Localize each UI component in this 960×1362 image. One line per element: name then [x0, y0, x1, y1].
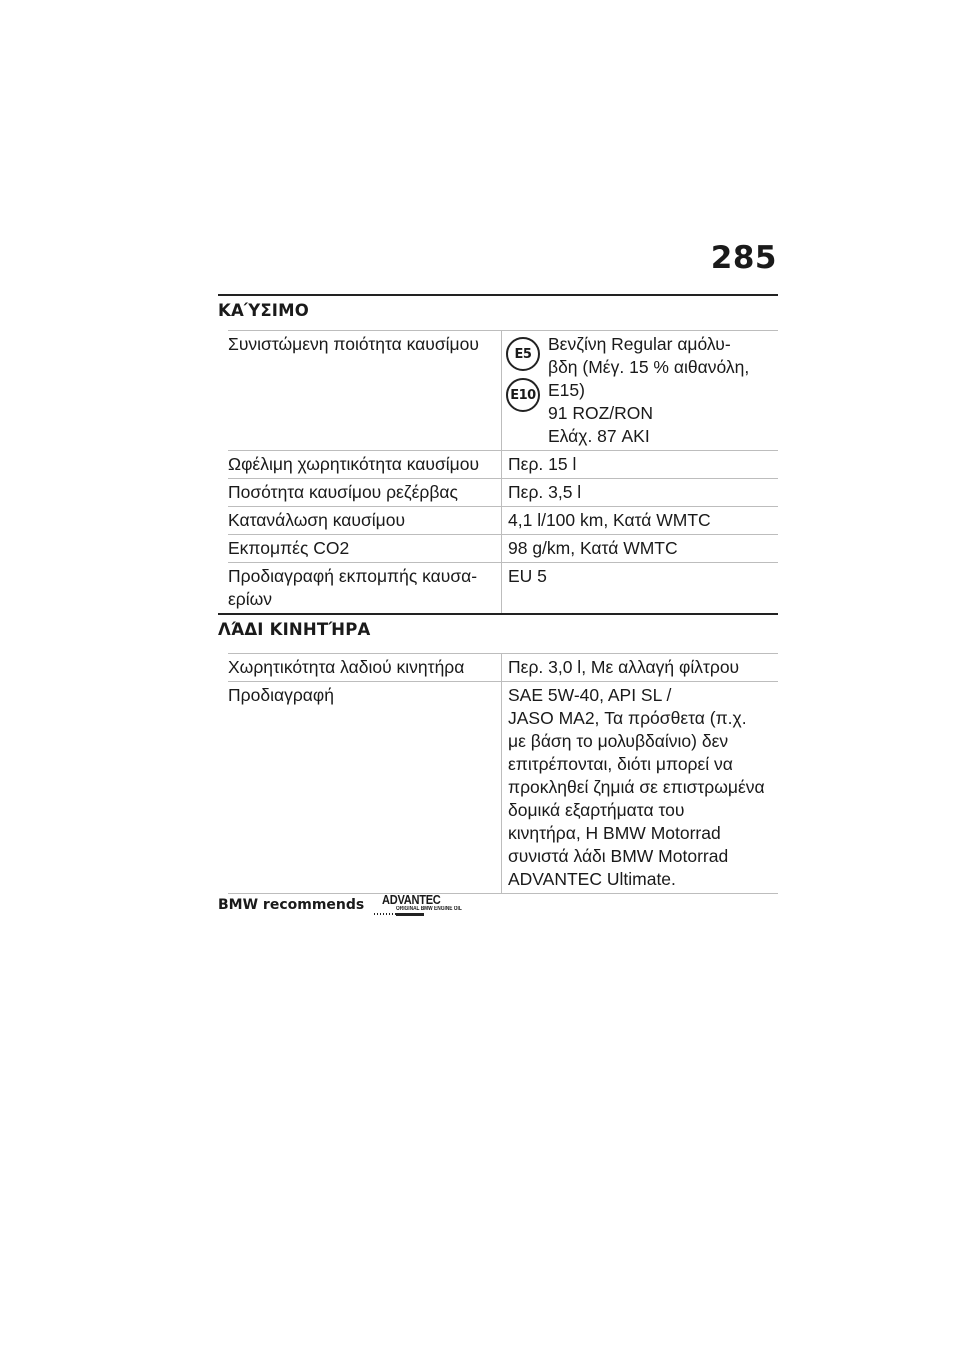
- value-line: ADVANTEC Ultimate.: [508, 869, 676, 889]
- section-rule: [218, 294, 778, 296]
- value-line: με βάση το μολυβδαίνιο) δεν: [508, 731, 729, 751]
- section-rule: [218, 613, 778, 615]
- value-line: JASO MA2, Τα πρόσθετα (π.χ.: [508, 708, 747, 728]
- fuel-spec-table: [228, 330, 778, 614]
- value-line: προκληθεί ζημιά σε επιστρωμένα: [508, 777, 765, 797]
- oil-section-title: ΛΆΔΙ ΚΙΝΗΤΉΡΑ: [218, 620, 371, 639]
- table-row: [228, 507, 778, 535]
- e5-fuel-icon: E5: [506, 337, 540, 371]
- row-label: Ποσότητα καυσίμου ρεζέρβας: [228, 479, 502, 507]
- row-value: Περ. 3,0 l, Με αλλαγή φίλτρου: [502, 654, 779, 682]
- logo-sub-text: ORIGINAL BMW ENGINE OIL: [396, 906, 463, 912]
- row-label: Ωφέλιμη χωρητικότητα καυσίμου: [228, 451, 502, 479]
- row-label: Προδιαγραφή: [228, 682, 502, 894]
- row-value: Περ. 15 l: [502, 451, 779, 479]
- table-row: [228, 535, 778, 563]
- value-line: Βενζίνη Regular αμόλυ-: [548, 334, 731, 354]
- logo-main-text: ADVANTEC: [382, 892, 441, 907]
- advantec-logo: [374, 892, 469, 922]
- value-line: SAE 5W-40, API SL /: [508, 685, 672, 705]
- value-line: Ελάχ. 87 AKI: [548, 426, 650, 446]
- row-label: Χωρητικότητα λαδιού κινητήρα: [228, 654, 502, 682]
- value-line: 91 ROZ/RON: [548, 403, 654, 423]
- label-line: ερίων: [228, 589, 273, 609]
- table-row: [228, 331, 778, 451]
- recommendation-footer: [218, 892, 469, 922]
- fuel-section-title: ΚΑΎΣΙΜΟ: [218, 301, 309, 320]
- table-row: [228, 654, 778, 682]
- row-value: [502, 331, 779, 451]
- value-line: επιτρέπονται, διότι μπορεί να: [508, 754, 733, 774]
- fuel-badges: [506, 333, 548, 448]
- fuel-section: [218, 294, 778, 614]
- row-value: 98 g/km, Κατά WMTC: [502, 535, 779, 563]
- e10-fuel-icon: E10: [506, 378, 540, 412]
- row-label: Συνιστώμενη ποιότητα καυσίμου: [228, 331, 502, 451]
- table-row: [228, 682, 778, 894]
- row-value: [502, 682, 779, 894]
- table-row: [228, 563, 778, 614]
- value-line: δομικά εξαρτήματα του: [508, 800, 685, 820]
- oil-spec-table: [228, 653, 778, 894]
- table-row: [228, 479, 778, 507]
- row-label: Εκπομπές CO2: [228, 535, 502, 563]
- oil-section: [218, 613, 778, 894]
- value-line: συνιστά λάδι BMW Motorrad: [508, 846, 729, 866]
- value-line: βδη (Μέγ. 15 % αιθανόλη,: [548, 357, 750, 377]
- label-line: Προδιαγραφή εκπομπής καυσα-: [228, 566, 478, 586]
- row-value: Περ. 3,5 l: [502, 479, 779, 507]
- fuel-quality-text: [548, 333, 749, 448]
- value-line: κινητήρα, Η BMW Motorrad: [508, 823, 721, 843]
- logo-bar: [396, 913, 424, 916]
- value-line: E15): [548, 380, 585, 400]
- row-value: 4,1 l/100 km, Κατά WMTC: [502, 507, 779, 535]
- page-number: 285: [710, 240, 777, 276]
- row-value: EU 5: [502, 563, 779, 614]
- table-row: [228, 451, 778, 479]
- recommends-text: BMW recommends: [218, 897, 365, 913]
- row-label: [228, 563, 502, 614]
- row-label: Κατανάλωση καυσίμου: [228, 507, 502, 535]
